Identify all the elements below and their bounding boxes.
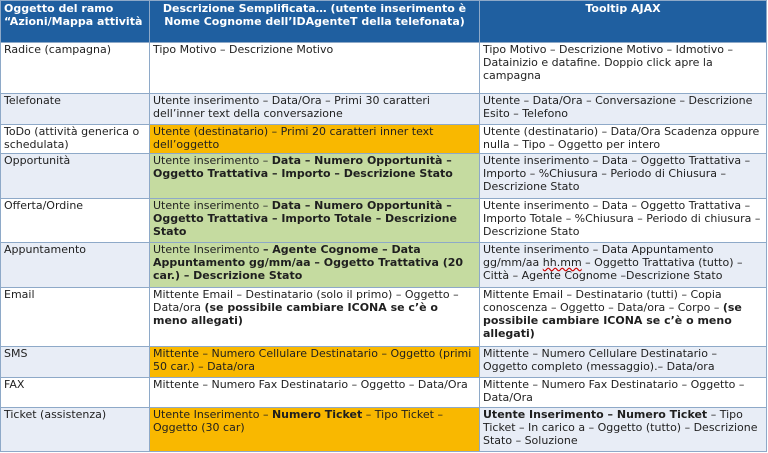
desc-plain: Mittente Email – Destinatario (solo il primo) – Oggetto – Data/ora — [153, 288, 459, 314]
tooltip-plain: – Tipo Ticket – In carico a – Oggetto (tutto) – Descrizione Stato – Soluzione — [483, 408, 758, 447]
desc-bold: Numero Ticket — [271, 408, 363, 421]
cell-oggetto: Email — [1, 288, 150, 347]
cell-tooltip: Mittente – Numero Fax Destinatario – Oggetto – Data/Ora — [480, 378, 767, 408]
tooltip-plain: Utente inserimento – Data Appuntamento gg/mm/aa — [483, 243, 714, 269]
table-row — [1, 378, 767, 408]
cell-descrizione: Utente inserimento – Data/Ora – Primi 30 caratteri dell’inner text della conversazione — [150, 94, 480, 125]
cell-oggetto: Offerta/Ordine — [1, 199, 150, 243]
tooltip-bold: (se possibile cambiare ICONA se c’è o meno allegati) — [483, 301, 742, 340]
table-row — [1, 199, 767, 243]
table-row — [1, 288, 767, 347]
cell-tooltip — [480, 408, 767, 452]
cell-oggetto: ToDo (attività generica o schedulata) — [1, 125, 150, 154]
table-row — [1, 347, 767, 378]
header-row — [1, 1, 767, 43]
desc-bold: (se possibile cambiare ICONA se c’è o meno allegati) — [153, 301, 438, 327]
cell-tooltip — [480, 243, 767, 288]
tooltip-spellcheck: hh.mm — [542, 256, 582, 269]
header-tooltip: Tooltip AJAX — [480, 1, 767, 43]
cell-descrizione: Mittente – Numero Fax Destinatario – Oggetto – Data/Ora — [150, 378, 480, 408]
table-row — [1, 408, 767, 452]
cell-descrizione — [150, 199, 480, 243]
table-row — [1, 154, 767, 199]
cell-tooltip: Utente inserimento – Data – Oggetto Trattativa – Importo Totale – %Chiusura – Periodo di chiusura – Descrizione Stato — [480, 199, 767, 243]
cell-descrizione — [150, 408, 480, 452]
table-row — [1, 125, 767, 154]
cell-tooltip: Utente (destinatario) – Data/Ora Scadenza oppure nulla – Tipo – Oggetto per intero — [480, 125, 767, 154]
desc-bold: Data – Numero Opportunità – Oggetto Trattativa – Importo – Descrizione Stato — [153, 154, 453, 180]
cell-tooltip: Utente – Data/Ora – Conversazione – Descrizione Esito – Telefono — [480, 94, 767, 125]
cell-oggetto: Appuntamento — [1, 243, 150, 288]
cell-tooltip: Tipo Motivo – Descrizione Motivo – Idmotivo – Datainizio e datafine. Doppio click apre la campagna — [480, 43, 767, 94]
desc-bold: – Agente Cognome – Data Appuntamento gg/mm/aa – Oggetto Trattativa (20 car.) – Descrizione Stato — [153, 243, 464, 282]
desc-plain: Utente Inserimento — [153, 243, 263, 256]
desc-plain: Utente Inserimento – — [153, 408, 272, 421]
cell-tooltip: Utente inserimento – Data – Oggetto Trattativa – Importo – %Chiusura – Periodo di Chiusura – Descrizione Stato — [480, 154, 767, 199]
tooltip-plain: Mittente Email – Destinatario (tutti) – Copia conoscenza – Oggetto – Data/ora – Corpo – — [483, 288, 723, 314]
cell-tooltip — [480, 288, 767, 347]
cell-oggetto: FAX — [1, 378, 150, 408]
header-oggetto: Oggetto del ramo “Azioni/Mappa attività — [1, 1, 150, 43]
cell-descrizione — [150, 154, 480, 199]
cell-tooltip: Mittente – Numero Cellulare Destinatario – Oggetto completo (messaggio).– Data/ora — [480, 347, 767, 378]
desc-bold: Data – Numero Opportunità – Oggetto Trattativa – Importo Totale – Descrizione Stato — [153, 199, 457, 238]
desc-plain: Utente inserimento – — [153, 154, 272, 167]
cell-descrizione: Tipo Motivo – Descrizione Motivo — [150, 43, 480, 94]
table-row — [1, 243, 767, 288]
header-descrizione: Descrizione Semplificata… (utente inserimento è Nome Cognome dell’IDAgenteT della telefonata) — [150, 1, 480, 43]
table-row — [1, 43, 767, 94]
cell-oggetto: Opportunità — [1, 154, 150, 199]
cell-oggetto: SMS — [1, 347, 150, 378]
desc-plain: Utente inserimento – — [153, 199, 272, 212]
cell-oggetto: Telefonate — [1, 94, 150, 125]
tooltip-plain-end: – Oggetto Trattativa (tutto) – Città – Agente Cognome –Descrizione Stato — [483, 256, 743, 282]
tooltip-bold: Utente Inserimento – Numero Ticket — [483, 408, 708, 421]
cell-oggetto: Ticket (assistenza) — [1, 408, 150, 452]
cell-descrizione: Mittente – Numero Cellulare Destinatario – Oggetto (primi 50 car.) – Data/ora — [150, 347, 480, 378]
cell-descrizione — [150, 243, 480, 288]
cell-descrizione — [150, 288, 480, 347]
cell-oggetto: Radice (campagna) — [1, 43, 150, 94]
desc-plain-end: – Tipo Ticket – Oggetto (30 car) — [153, 408, 443, 434]
table-row — [1, 94, 767, 125]
cell-descrizione: Utente (destinatario) – Primi 20 caratteri inner text dell’oggetto — [150, 125, 480, 154]
